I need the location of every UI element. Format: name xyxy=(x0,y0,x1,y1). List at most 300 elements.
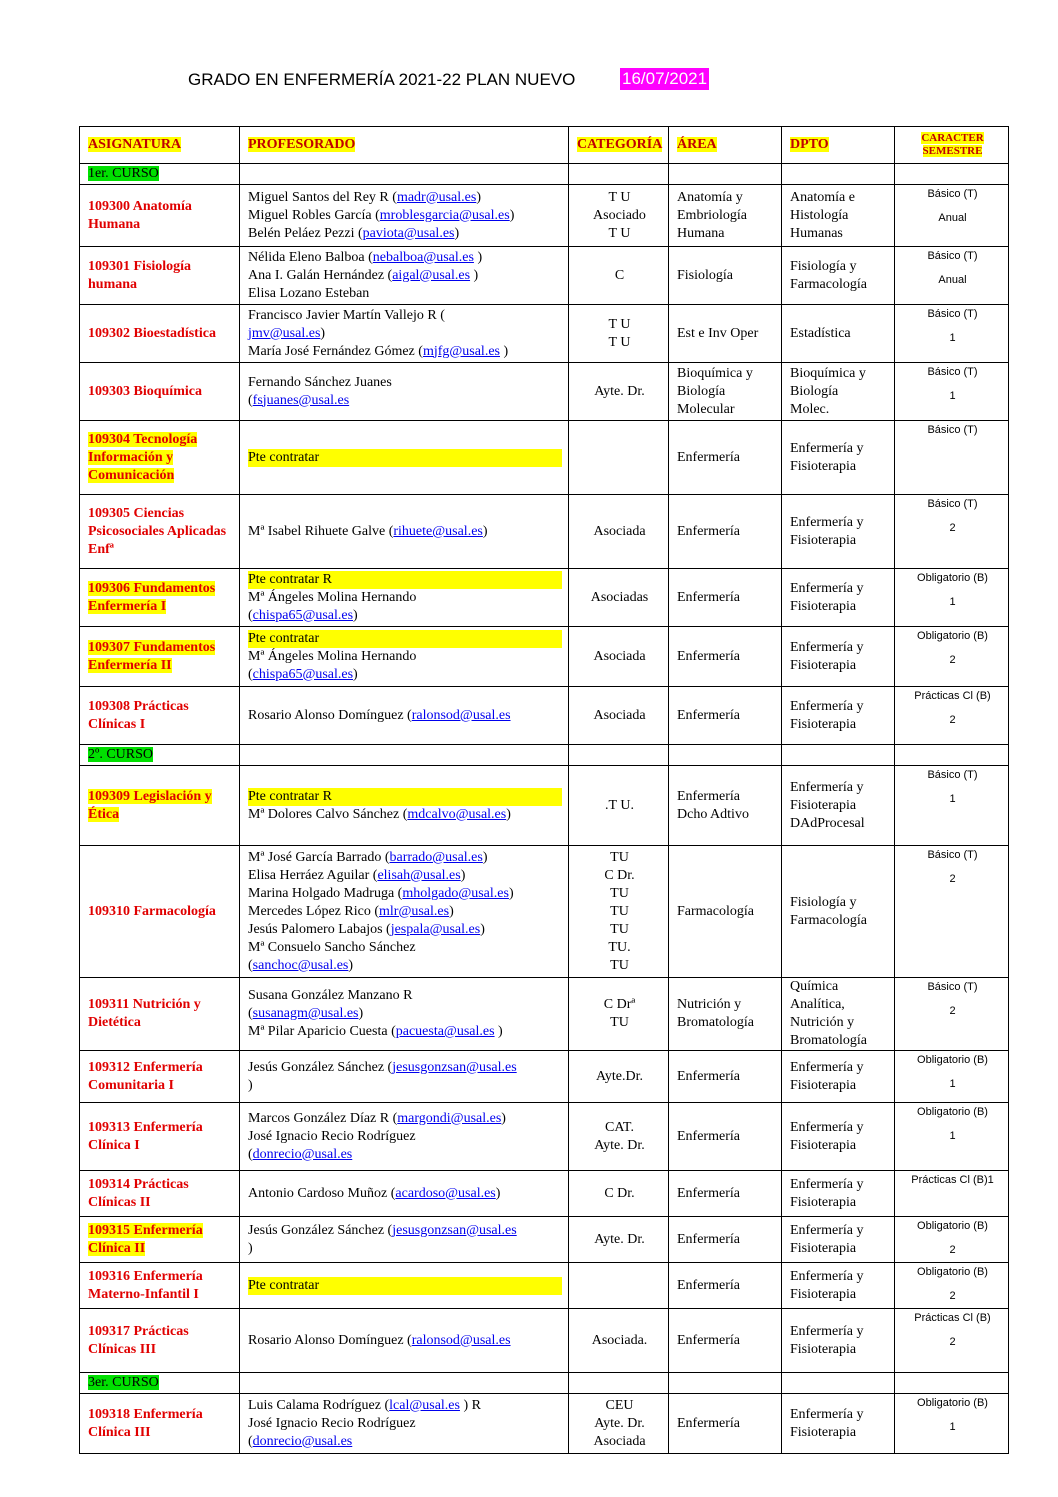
caracter-cell xyxy=(895,1394,1009,1454)
department-line: Fisioterapia xyxy=(790,797,857,813)
table-row xyxy=(80,1309,1009,1373)
professor-line: José Ignacio Recio Rodríguez xyxy=(248,1128,416,1144)
department-cell xyxy=(782,495,895,569)
category-line: Ayte.Dr. xyxy=(596,1068,643,1084)
professor-text: Rosario Alonso Domínguez ( xyxy=(248,1332,412,1348)
department-line: Fisioterapia xyxy=(790,532,857,548)
professor-line xyxy=(248,1397,562,1415)
empty-cell xyxy=(669,745,782,766)
professor-line xyxy=(248,523,562,541)
caracter-cell xyxy=(895,569,1009,627)
professor-text: ) R xyxy=(459,1397,481,1413)
professor-line xyxy=(248,903,562,921)
area-line: Enfermería xyxy=(677,788,740,804)
category-cell xyxy=(569,766,669,846)
department-line: Enfermería y xyxy=(790,1059,864,1075)
category-cell xyxy=(569,185,669,247)
professor-email-link[interactable]: margondi@usal.es xyxy=(397,1110,502,1126)
department-line: Enfermería y xyxy=(790,580,864,596)
department-line: Farmacología xyxy=(790,276,867,292)
area-line: Molecular xyxy=(677,401,735,417)
professor-text: Marina Holgado Madruga ( xyxy=(248,885,403,901)
professor-text: Jesús Palomero Labajos ( xyxy=(248,921,391,937)
professor-email-link[interactable]: acardoso@usal.es xyxy=(395,1185,496,1201)
department-line: Fisiología y xyxy=(790,894,857,910)
caracter-line: 2 xyxy=(949,873,956,885)
subject-name: 109309 Legislación y Ética xyxy=(88,788,212,822)
professor-email-link[interactable]: jmv@usal.es xyxy=(248,325,321,341)
department-line: Fisioterapia xyxy=(790,1194,857,1210)
table-row xyxy=(80,1171,1009,1217)
department-line: Enfermería y xyxy=(790,1119,864,1135)
table-row xyxy=(80,185,1009,247)
professors-cell xyxy=(240,687,569,745)
department-line: Química xyxy=(790,979,839,994)
area-line: Enfermería xyxy=(677,449,740,465)
empty-cell xyxy=(669,164,782,185)
professor-line xyxy=(248,1023,562,1041)
department-cell xyxy=(782,185,895,247)
professors-cell xyxy=(240,1394,569,1454)
area-line: Farmacología xyxy=(677,903,754,919)
department-line: Enfermería y xyxy=(790,1176,864,1192)
professor-line xyxy=(248,1332,562,1350)
department-line: Enfermería y xyxy=(790,514,864,530)
department-cell xyxy=(782,1394,895,1454)
professor-line: Pte contratar xyxy=(248,1277,562,1295)
professor-email-link[interactable]: chispa65@usal.es xyxy=(252,607,354,623)
department-line: Fisioterapia xyxy=(790,1341,857,1357)
subject-name: 109315 Enfermería Clínica II xyxy=(88,1222,203,1256)
professor-email-link[interactable]: ralonsod@usal.es xyxy=(411,1332,511,1348)
professor-text: Jesús González Sánchez ( xyxy=(248,1222,393,1238)
professor-email-link[interactable]: fsjuanes@usal.es xyxy=(252,392,350,408)
professor-email-link[interactable]: jespala@usal.es xyxy=(390,921,481,937)
professor-line xyxy=(248,806,562,824)
curso-row xyxy=(80,164,1009,185)
professor-line xyxy=(248,957,562,975)
category-cell xyxy=(569,1263,669,1309)
department-line: Fisioterapia xyxy=(790,1424,857,1440)
professor-line: José Ignacio Recio Rodríguez xyxy=(248,1415,416,1431)
curso-label-cell xyxy=(80,745,240,766)
subject-name: 109302 Bioestadística xyxy=(88,325,216,341)
area-cell xyxy=(669,687,782,745)
category-line: TU. xyxy=(608,939,631,955)
table-row xyxy=(80,766,1009,846)
professors-cell xyxy=(240,1103,569,1171)
caracter-cell xyxy=(895,1051,1009,1103)
department-line: Histología xyxy=(790,207,849,223)
area-cell xyxy=(669,305,782,363)
document-title: GRADO EN ENFERMERÍA 2021-22 PLAN NUEVO xyxy=(188,70,576,89)
curso-label: 1er. CURSO xyxy=(88,166,159,181)
department-line: Enfermería y xyxy=(790,1406,864,1422)
curso-label: 2º. CURSO xyxy=(88,747,154,762)
caracter-line: Obligatorio (B) xyxy=(917,1220,988,1232)
area-cell xyxy=(669,185,782,247)
caracter-cell xyxy=(895,185,1009,247)
department-cell xyxy=(782,305,895,363)
professor-text: ) xyxy=(482,523,488,539)
professor-email-link[interactable]: mjfg@usal.es xyxy=(422,343,500,359)
area-line: Enfermería xyxy=(677,1068,740,1084)
subject-name: 109306 Fundamentos Enfermería I xyxy=(88,580,216,614)
professor-text: ( xyxy=(248,392,253,408)
area-line: Enfermería xyxy=(677,1185,740,1201)
category-line: T U xyxy=(608,334,631,350)
caracter-line: Obligatorio (B) xyxy=(917,1266,988,1278)
department-cell xyxy=(782,1309,895,1373)
professors-cell xyxy=(240,247,569,305)
subject-cell xyxy=(80,846,240,978)
professor-line: Elisa Lozano Esteban xyxy=(248,285,370,301)
subject-cell xyxy=(80,495,240,569)
caracter-line: Básico (T) xyxy=(927,498,978,510)
category-cell xyxy=(569,687,669,745)
caracter-line: 1 xyxy=(949,1421,956,1433)
professor-email-link[interactable]: pacuesta@usal.es xyxy=(395,1024,495,1039)
caracter-line: Básico (T) xyxy=(927,188,978,200)
department-line: Fisioterapia xyxy=(790,1077,857,1093)
table-row xyxy=(80,569,1009,627)
area-line: Enfermería xyxy=(677,1415,740,1431)
caracter-line: Obligatorio (B) xyxy=(917,1054,988,1066)
department-line: Fisioterapia xyxy=(790,458,857,474)
professor-email-link[interactable]: chispa65@usal.es xyxy=(252,666,354,682)
subjects-table xyxy=(79,126,1009,1454)
professor-line xyxy=(248,325,562,343)
category-line: Ayte. Dr. xyxy=(594,383,645,399)
professor-email-link[interactable]: lcal@usal.es xyxy=(389,1397,460,1413)
caracter-line: Básico (T) xyxy=(927,366,978,378)
professor-email-link[interactable]: susanagm@usal.es xyxy=(252,1006,359,1021)
caracter-line: Prácticas Cl (B) xyxy=(914,1312,991,1324)
area-line: Bromatología xyxy=(677,1015,754,1030)
table-row xyxy=(80,1051,1009,1103)
professor-line xyxy=(248,343,562,361)
subject-cell xyxy=(80,1103,240,1171)
empty-cell xyxy=(782,745,895,766)
professors-cell xyxy=(240,978,569,1051)
category-line: Asociado xyxy=(593,207,646,223)
department-cell xyxy=(782,1217,895,1263)
category-cell xyxy=(569,1309,669,1373)
professor-email-link[interactable]: rihuete@usal.es xyxy=(393,523,483,539)
subject-name: 109304 Tecnología Información y Comunicación xyxy=(88,431,198,483)
area-line: Anatomía y xyxy=(677,189,743,205)
category-cell xyxy=(569,978,669,1051)
professor-line: Francisco Javier Martín Vallejo R ( xyxy=(248,307,445,323)
caracter-line: 2 xyxy=(949,714,956,726)
area-cell xyxy=(669,1309,782,1373)
curso-label-cell xyxy=(80,164,240,185)
curso-label: 3er. CURSO xyxy=(88,1375,159,1390)
caracter-line: 1 xyxy=(949,1130,956,1142)
professor-line: ) xyxy=(248,1077,253,1093)
table-row xyxy=(80,1217,1009,1263)
department-line: Enfermería y xyxy=(790,1323,864,1339)
caracter-line: 1 xyxy=(949,332,956,344)
professor-email-link[interactable]: mdcalvo@usal.es xyxy=(407,806,507,822)
department-line: Enfermería y xyxy=(790,639,864,655)
subject-cell xyxy=(80,1171,240,1217)
professor-line xyxy=(248,921,562,939)
professors-cell xyxy=(240,185,569,247)
caracter-line: Obligatorio (B) xyxy=(917,1397,988,1409)
professor-text: Elisa Herráez Aguilar ( xyxy=(248,867,378,883)
department-line: Fisioterapia xyxy=(790,657,857,673)
professors-cell xyxy=(240,1171,569,1217)
category-line: TU xyxy=(610,903,629,919)
department-line: Anatomía e xyxy=(790,189,855,205)
professor-text: ) xyxy=(348,957,354,973)
category-line: Asociada xyxy=(593,707,646,723)
caracter-line: 1 xyxy=(949,596,956,608)
subject-cell xyxy=(80,687,240,745)
area-cell xyxy=(669,247,782,305)
area-line: Fisiología xyxy=(677,267,734,283)
date-badge: 16/07/2021 xyxy=(622,69,708,88)
area-cell xyxy=(669,1217,782,1263)
professor-line: Fernando Sánchez Juanes xyxy=(248,374,392,390)
professor-text: ( xyxy=(248,607,253,623)
curso-row xyxy=(80,1373,1009,1394)
department-line: Biología xyxy=(790,383,839,399)
empty-cell xyxy=(669,1373,782,1394)
area-cell xyxy=(669,1263,782,1309)
caracter-cell xyxy=(895,421,1009,495)
professor-text: Nélida Eleno Balboa ( xyxy=(248,249,373,265)
professor-line xyxy=(248,1185,562,1203)
caracter-cell xyxy=(895,687,1009,745)
professor-text: ) xyxy=(320,325,326,341)
professor-email-link[interactable]: sanchoc@usal.es xyxy=(252,957,349,973)
caracter-cell xyxy=(895,978,1009,1051)
area-cell xyxy=(669,421,782,495)
professor-text: Mª Dolores Calvo Sánchez ( xyxy=(248,806,408,822)
category-line: C xyxy=(614,267,625,283)
caracter-cell xyxy=(895,627,1009,687)
department-line: Humanas xyxy=(790,225,843,241)
caracter-line: 2 xyxy=(949,1290,956,1302)
professor-text: ) xyxy=(508,885,514,901)
department-line: DAdProcesal xyxy=(790,815,865,831)
professor-text: María José Fernández Gómez ( xyxy=(248,343,423,359)
category-line: C Dr. xyxy=(604,1185,635,1201)
area-line: Embriología xyxy=(677,207,747,223)
header-categoria: CATEGORÍA xyxy=(569,127,669,164)
category-line: .T U. xyxy=(605,797,634,813)
subject-cell xyxy=(80,627,240,687)
category-cell xyxy=(569,1217,669,1263)
department-cell xyxy=(782,766,895,846)
professors-cell xyxy=(240,846,569,978)
caracter-cell xyxy=(895,363,1009,421)
empty-cell xyxy=(895,745,1009,766)
caracter-line: Anual xyxy=(938,212,967,224)
caracter-line: Básico (T) xyxy=(927,769,978,781)
area-cell xyxy=(669,766,782,846)
professor-email-link[interactable]: nebalboa@usal.es xyxy=(372,249,474,265)
caracter-cell xyxy=(895,846,1009,978)
professor-text: ) xyxy=(500,343,509,359)
caracter-cell xyxy=(895,495,1009,569)
department-line: Molec. xyxy=(790,401,830,417)
area-line: Enfermería xyxy=(677,707,740,723)
caracter-cell xyxy=(895,247,1009,305)
caracter-line: 1 xyxy=(949,793,956,805)
professor-line xyxy=(248,189,562,207)
category-cell xyxy=(569,569,669,627)
caracter-line: Anual xyxy=(938,274,967,286)
header-dpto: DPTO xyxy=(782,127,895,164)
category-cell xyxy=(569,363,669,421)
professor-email-link[interactable]: barrado@usal.es xyxy=(389,849,483,865)
subject-name: 109317 Prácticas Clínicas III xyxy=(88,1323,189,1357)
table-row xyxy=(80,978,1009,1051)
department-line: Enfermería y xyxy=(790,698,864,714)
caracter-line: 2 xyxy=(949,1244,956,1256)
professor-email-link[interactable]: ralonsod@usal.es xyxy=(411,707,511,723)
table-row xyxy=(80,1263,1009,1309)
subject-name: 109311 Nutrición y Dietética xyxy=(88,997,201,1030)
category-line: T U xyxy=(608,189,631,205)
category-cell xyxy=(569,627,669,687)
professors-cell xyxy=(240,569,569,627)
subject-name: 109300 Anatomía Humana xyxy=(88,198,192,232)
area-line: Enfermería xyxy=(677,1231,740,1247)
table-header-row xyxy=(80,127,1009,164)
area-line: Dcho Adtivo xyxy=(677,806,749,822)
professors-cell xyxy=(240,363,569,421)
professor-line xyxy=(248,267,562,285)
subject-name: 109307 Fundamentos Enfermería II xyxy=(88,639,216,673)
empty-cell xyxy=(569,1373,669,1394)
professors-cell xyxy=(240,627,569,687)
professor-line xyxy=(248,707,562,725)
professor-line: Pte contratar xyxy=(248,449,562,467)
area-cell xyxy=(669,495,782,569)
category-cell xyxy=(569,495,669,569)
professor-text: Luis Calama Rodríguez ( xyxy=(248,1397,390,1413)
department-cell xyxy=(782,247,895,305)
empty-cell xyxy=(240,1373,569,1394)
department-cell xyxy=(782,627,895,687)
professor-line xyxy=(248,1059,562,1077)
caracter-cell xyxy=(895,305,1009,363)
caracter-cell xyxy=(895,1171,1009,1217)
area-line: Bioquímica y xyxy=(677,365,753,381)
professor-email-link[interactable]: aigal@usal.es xyxy=(392,267,471,283)
department-cell xyxy=(782,569,895,627)
area-cell xyxy=(669,1051,782,1103)
professor-email-link[interactable]: donrecio@usal.es xyxy=(252,1146,353,1162)
professor-email-link[interactable]: jesusgonzsan@usal.es xyxy=(392,1222,517,1238)
category-line: T U xyxy=(608,225,631,241)
professor-text: Miguel Robles García ( xyxy=(248,207,380,223)
professor-text: Miguel Santos del Rey R ( xyxy=(248,189,397,205)
professor-line xyxy=(248,849,562,867)
department-cell xyxy=(782,1171,895,1217)
professor-line xyxy=(248,666,562,684)
professor-line xyxy=(248,225,562,243)
curso-label-cell xyxy=(80,1373,240,1394)
subject-cell xyxy=(80,1217,240,1263)
professor-email-link[interactable]: madr@usal.es xyxy=(396,189,477,205)
caracter-cell xyxy=(895,1263,1009,1309)
caracter-cell xyxy=(895,1309,1009,1373)
professor-text: Ana I. Galán Hernández ( xyxy=(248,267,393,283)
subject-name: 109313 Enfermería Clínica I xyxy=(88,1119,203,1153)
empty-cell xyxy=(895,1373,1009,1394)
category-cell xyxy=(569,846,669,978)
professor-text: ( xyxy=(248,1006,253,1021)
professors-cell xyxy=(240,495,569,569)
professor-text: Jesús González Sánchez ( xyxy=(248,1059,393,1075)
category-line: TU xyxy=(610,921,629,937)
professor-email-link[interactable]: donrecio@usal.es xyxy=(252,1433,353,1449)
category-line: Asociadas xyxy=(590,589,649,605)
table-row xyxy=(80,1103,1009,1171)
professors-cell xyxy=(240,1263,569,1309)
department-cell xyxy=(782,421,895,495)
subject-cell xyxy=(80,766,240,846)
professor-text: ) xyxy=(454,225,460,241)
professor-text: ) xyxy=(449,903,454,919)
category-line: Asociada xyxy=(593,1433,646,1449)
caracter-line: 1 xyxy=(949,390,956,402)
professor-line xyxy=(248,867,562,885)
caracter-line: 1 xyxy=(949,1078,956,1090)
professor-text: Belén Peláez Pezzi ( xyxy=(248,225,363,241)
category-line: C Dr. xyxy=(604,867,635,883)
professor-email-link[interactable]: elisah@usal.es xyxy=(377,867,461,883)
department-cell xyxy=(782,363,895,421)
caracter-line: Obligatorio (B) xyxy=(917,572,988,584)
empty-cell xyxy=(569,164,669,185)
subject-cell xyxy=(80,185,240,247)
professor-line xyxy=(248,1433,562,1451)
professor-email-link[interactable]: mlr@usal.es xyxy=(379,903,450,919)
caracter-line: Básico (T) xyxy=(927,849,978,861)
professor-text: ( xyxy=(248,957,253,973)
header-profesorado: PROFESORADO xyxy=(240,127,569,164)
professor-line: Mª Ángeles Molina Hernando xyxy=(248,648,417,664)
professor-text: ) xyxy=(358,1006,364,1021)
empty-cell xyxy=(569,745,669,766)
category-line: TU xyxy=(610,885,629,901)
professor-line xyxy=(248,249,562,267)
professor-text: ( xyxy=(248,666,253,682)
caracter-line: 2 xyxy=(949,1005,956,1017)
table-row xyxy=(80,846,1009,978)
professors-cell xyxy=(240,766,569,846)
table-row xyxy=(80,495,1009,569)
caracter-line: 2 xyxy=(949,654,956,666)
area-cell xyxy=(669,1394,782,1454)
professor-email-link[interactable]: jesusgonzsan@usal.es xyxy=(392,1059,517,1075)
professor-email-link[interactable]: paviota@usal.es xyxy=(362,225,455,241)
professor-text: Rosario Alonso Domínguez ( xyxy=(248,707,412,723)
professor-email-link[interactable]: mholgado@usal.es xyxy=(402,885,509,901)
department-line: Bromatología xyxy=(790,1033,867,1048)
professor-email-link[interactable]: mroblesgarcia@usal.es xyxy=(379,207,510,223)
professor-text: Antonio Cardoso Muñoz ( xyxy=(248,1185,396,1201)
subject-name: 109303 Bioquímica xyxy=(88,383,202,399)
professor-text: ) xyxy=(506,806,511,822)
professor-line xyxy=(248,1146,562,1164)
